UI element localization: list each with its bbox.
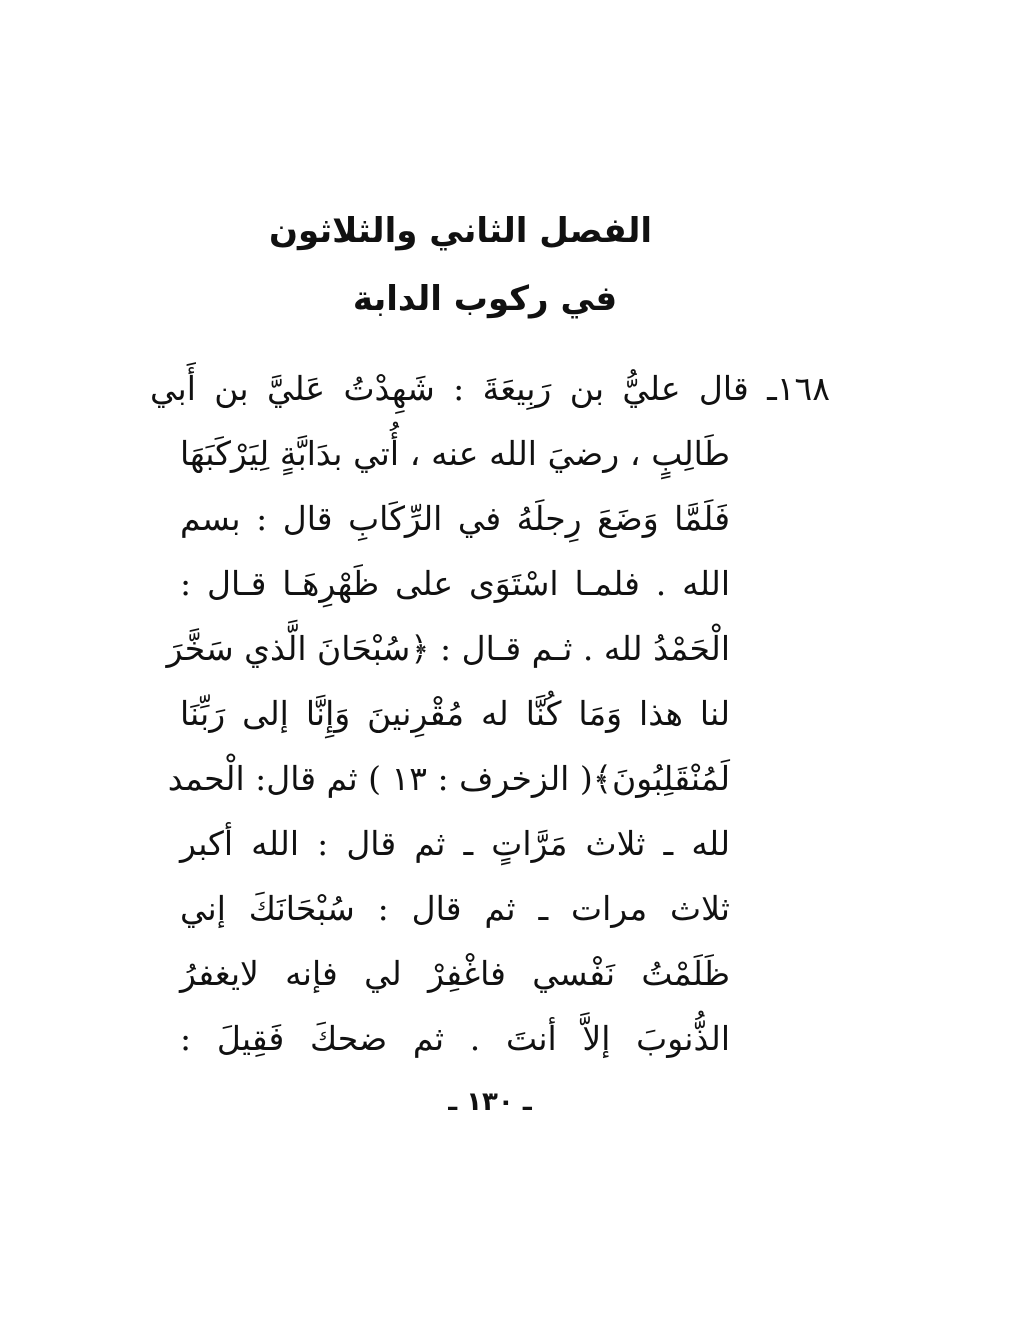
chapter-subtitle: في ركوب الدابة [352, 279, 618, 319]
chapter-title: الفصل الثاني والثلاثون [269, 211, 652, 251]
hadith-paragraph [150, 356, 830, 1071]
paragraph-line: لله ـ ثلاث مَرَّاتٍ ـ ثم قال : الله أكبر [180, 824, 730, 863]
paragraph-line: طَالِبٍ ، رضيَ الله عنه ، أُتي بدَابَّةٍ لِيَرْكَبَهَا [180, 434, 730, 473]
paragraph-line: الذُّنوبَ إلاَّ أنتَ . ثم ضحكَ فَقِيلَ : [180, 1019, 730, 1058]
paragraph-line: ظَلَمْتُ نَفْسي فاغْفِرْ لي فإنه لايغفرُ [180, 954, 730, 993]
paragraph-line: ثلاث مرات ـ ثم قال : سُبْحَانَكَ إني [180, 889, 730, 928]
paragraph-line: الْحَمْدُ لله . ثـم قـال : ﴿سُبْحَانَ الَّذي سَخَّرَ [166, 629, 730, 668]
paragraph-line: لنا هذا وَمَا كُنَّا له مُقْرِنينَ وَإِنَّا إلى رَبِّنَا [180, 694, 730, 733]
paragraph-line: ١٦٨ـ قال عليُّ بن رَبِيعَةَ : شَهِدْتُ عَليَّ بن أَبي [150, 369, 830, 408]
paragraph-line: فَلَمَّا وَضَعَ رِجلَهُ في الرِّكَابِ قال : بسم [180, 499, 730, 538]
paragraph-line: لَمُنْقَلِبُونَ﴾( الزخرف : ١٣ ) ثم قال: الْحمد [167, 759, 730, 798]
page-number: ـ ١٣٠ ـ [448, 1087, 532, 1117]
paragraph-line: الله . فلمـا اسْتَوَى على ظَهْرِهَـا قـال : [180, 564, 730, 603]
